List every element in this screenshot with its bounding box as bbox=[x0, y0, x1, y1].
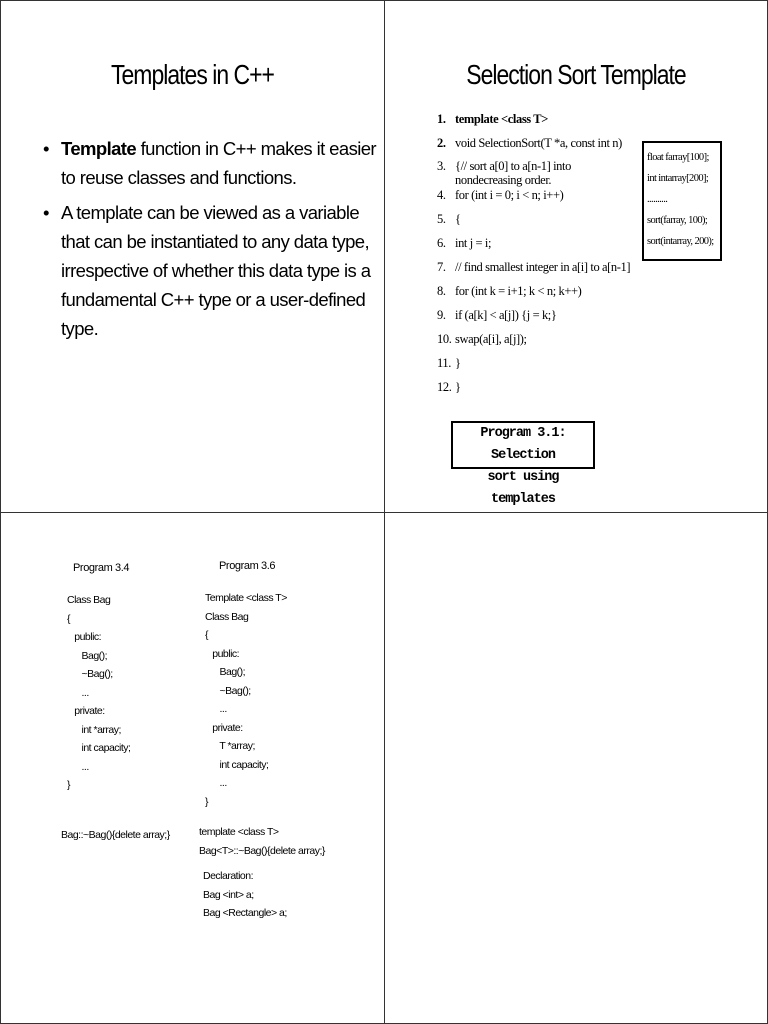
bullet-text: function in C++ makes it easier to reuse classes and functions. bbox=[61, 138, 376, 188]
usage-line: sort(intarray, 200); bbox=[647, 236, 714, 247]
code-line: { bbox=[67, 612, 71, 625]
code-line bbox=[437, 155, 647, 187]
bullet-list bbox=[43, 134, 383, 349]
code-line: Bag::~Bag(){delete array;} bbox=[61, 829, 170, 841]
program-3-4-code bbox=[67, 591, 130, 795]
line-number: 9. bbox=[437, 308, 446, 322]
code-line bbox=[437, 183, 647, 207]
code-line bbox=[437, 131, 647, 155]
line-number: 6. bbox=[437, 236, 446, 250]
line-text: swap(a[i], a[j]); bbox=[455, 332, 527, 346]
code-line: private: bbox=[67, 705, 105, 717]
code-line bbox=[437, 303, 647, 327]
usage-line: float farray[100]; bbox=[647, 152, 709, 163]
code-line: template <class T> bbox=[199, 826, 279, 838]
bullet-bold: Template bbox=[61, 138, 137, 159]
line-number: 5. bbox=[437, 212, 446, 226]
usage-line: int intarray[200]; bbox=[647, 173, 709, 184]
code-line bbox=[437, 207, 647, 231]
slide-templates-in-cpp bbox=[0, 0, 385, 513]
line-text: { bbox=[455, 212, 461, 226]
code-line: public: bbox=[67, 631, 102, 643]
code-line: ... bbox=[67, 686, 89, 699]
line-number: 7. bbox=[437, 260, 446, 274]
line-number: 11. bbox=[437, 356, 451, 370]
line-number: 10. bbox=[437, 332, 452, 346]
line-text: } bbox=[455, 380, 461, 394]
code-line bbox=[437, 107, 647, 131]
line-number: 3. bbox=[437, 159, 446, 173]
code-line: Bag(); bbox=[67, 649, 108, 662]
line-number: 2. bbox=[437, 136, 446, 150]
slide-title: Templates in C++ bbox=[111, 59, 274, 90]
program-caption bbox=[451, 421, 595, 507]
usage-example-box bbox=[642, 141, 722, 261]
code-line: Class Bag bbox=[205, 610, 249, 623]
line-text: if (a[k] < a[j]) {j = k;} bbox=[455, 308, 557, 322]
slide-selection-sort-template bbox=[384, 0, 768, 513]
slide-title: Selection Sort Template bbox=[466, 59, 686, 90]
usage-line: .......... bbox=[647, 194, 668, 205]
line-number: 8. bbox=[437, 284, 446, 298]
code-line bbox=[437, 279, 647, 303]
program-3-6-code bbox=[205, 589, 287, 811]
code-line: ... bbox=[67, 760, 89, 773]
code-line: ~Bag(); bbox=[67, 668, 113, 680]
code-line: Bag<T>::~Bag(){delete array;} bbox=[199, 844, 325, 857]
program-3-6-destructor bbox=[199, 823, 325, 860]
code-line: Bag(); bbox=[205, 666, 246, 678]
code-line: ... bbox=[205, 777, 227, 789]
code-line bbox=[437, 351, 647, 375]
code-line bbox=[437, 327, 647, 351]
slide-bag-programs bbox=[0, 512, 385, 1024]
caption-line: Program 3.1: Selection bbox=[480, 426, 566, 463]
line-number: 12. bbox=[437, 380, 452, 394]
line-text: } bbox=[455, 356, 461, 370]
line-text: for (int i = 0; i < n; i++) bbox=[455, 188, 564, 202]
code-line: Bag <int> a; bbox=[203, 888, 254, 901]
code-listing bbox=[437, 107, 647, 399]
bullet-glyph: • bbox=[43, 138, 49, 159]
code-line: ~Bag(); bbox=[205, 684, 251, 697]
declaration-block bbox=[203, 867, 287, 923]
bullet-item bbox=[43, 198, 383, 343]
code-line bbox=[437, 231, 647, 255]
code-line: int *array; bbox=[67, 723, 121, 736]
code-line bbox=[437, 255, 647, 279]
line-text: template <class T> bbox=[455, 112, 548, 126]
line-text: {// sort a[0] to a[n-1] into nondecreasing order. bbox=[455, 159, 571, 187]
caption-line: sort using templates bbox=[487, 470, 559, 507]
line-text: for (int k = i+1; k < n; k++) bbox=[455, 284, 582, 298]
bullet-glyph: • bbox=[43, 202, 49, 223]
program-3-4-label: Program 3.4 bbox=[73, 562, 130, 574]
line-text: int j = i; bbox=[455, 236, 492, 250]
line-text: // find smallest integer in a[i] to a[n-1] bbox=[455, 260, 631, 274]
code-line: public: bbox=[205, 647, 240, 660]
code-line: } bbox=[67, 779, 71, 791]
code-line bbox=[437, 375, 647, 399]
blank-slide bbox=[384, 512, 768, 1024]
bullet-text: A template can be viewed as a variable that can be instantiated to any data type, irrespective of whether this data type is a fundamental C++ type or a user-defined type. bbox=[61, 202, 371, 339]
program-3-6-label: Program 3.6 bbox=[219, 560, 276, 572]
line-text: void SelectionSort(T *a, const int n) bbox=[455, 136, 622, 150]
code-line: } bbox=[205, 795, 209, 808]
code-line: private: bbox=[205, 721, 243, 734]
bullet-item bbox=[43, 134, 383, 192]
code-line: Template <class T> bbox=[205, 592, 287, 604]
code-line: Bag <Rectangle> a; bbox=[203, 907, 287, 919]
program-3-4-destructor bbox=[61, 826, 170, 845]
line-number: 4. bbox=[437, 188, 446, 202]
code-line: T *array; bbox=[205, 740, 255, 752]
line-number: 1. bbox=[437, 112, 446, 126]
code-line: { bbox=[205, 629, 209, 641]
code-line: Class Bag bbox=[67, 594, 111, 606]
code-line: int capacity; bbox=[205, 758, 269, 771]
code-line: ... bbox=[205, 703, 227, 715]
usage-line: sort(farray, 100); bbox=[647, 215, 708, 226]
code-line: int capacity; bbox=[67, 742, 131, 754]
code-line: Declaration: bbox=[203, 870, 254, 882]
